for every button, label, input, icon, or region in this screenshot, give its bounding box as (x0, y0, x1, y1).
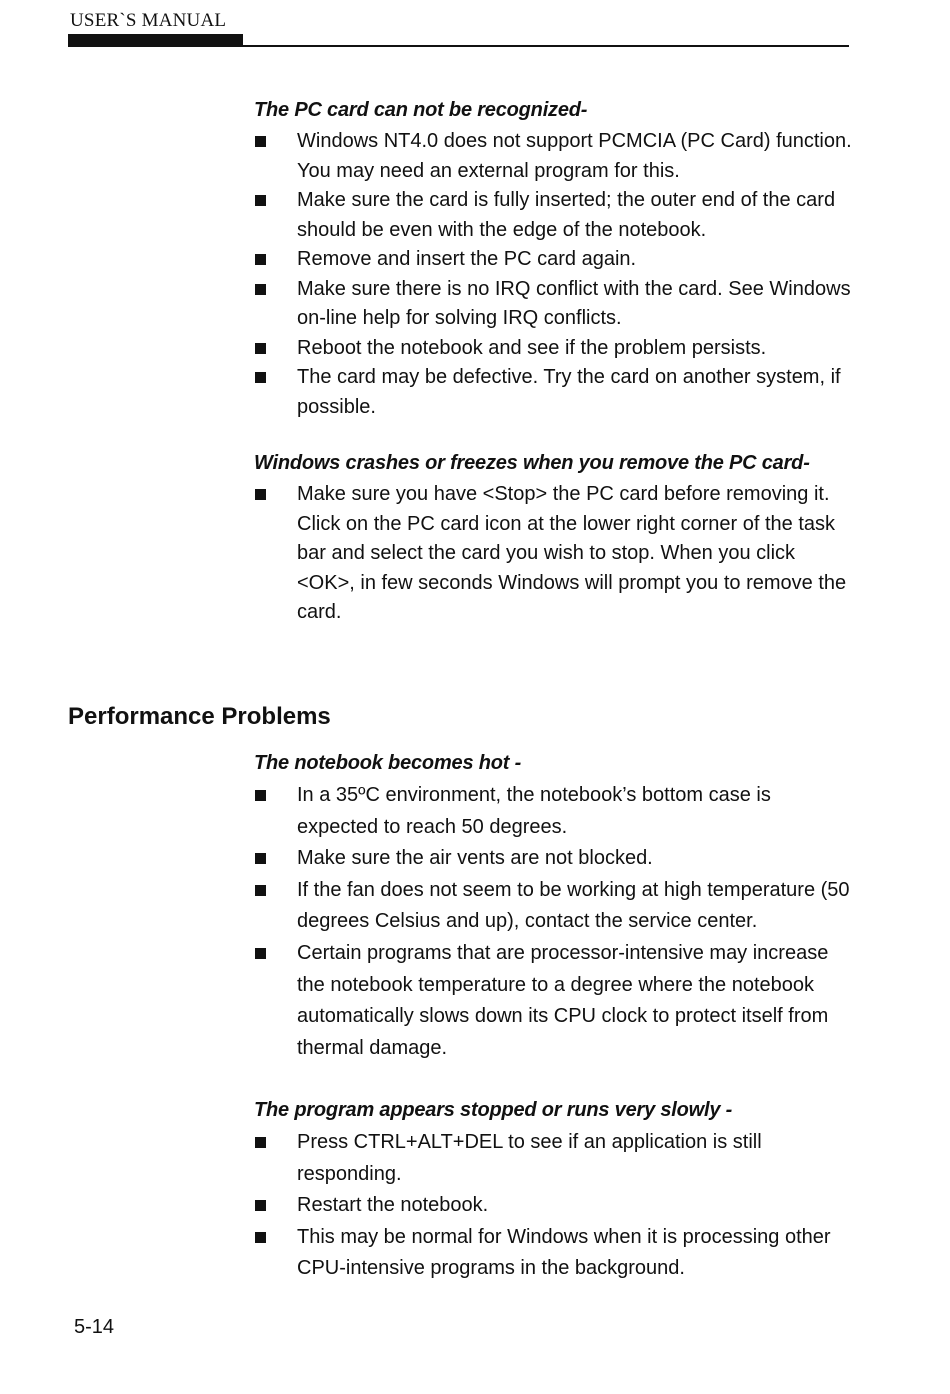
list-item-text: Remove and insert the PC card again. (297, 248, 637, 270)
square-bullet-icon (255, 948, 266, 959)
subhead-windows-crashes: Windows crashes or freezes when you remove the PC card- (254, 452, 810, 474)
square-bullet-icon (255, 195, 266, 206)
list-notebook-hot (254, 780, 854, 1064)
list-item (254, 1222, 854, 1285)
list-item (254, 127, 854, 186)
list-item (254, 938, 854, 1064)
list-item-text: Reboot the notebook and see if the problem persists. (297, 336, 767, 359)
square-bullet-icon (255, 885, 266, 896)
list-item-text: Certain programs that are processor-intensive may increase the notebook temperature to a degree where the notebook automatically slows down its CPU clock to protect itself from thermal damage. (297, 941, 829, 1059)
list-item (254, 363, 854, 422)
list-item-text: This may be normal for Windows when it is processing other CPU-intensive programs in the background. (297, 1225, 831, 1280)
square-bullet-icon (255, 343, 266, 354)
list-item (254, 780, 854, 843)
list-item-text: Make sure there is no IRQ conflict with the card. See Windows on-line help for solving IRQ conflicts. (297, 277, 851, 329)
header-rule-thin (68, 45, 849, 47)
square-bullet-icon (255, 853, 266, 864)
list-item (254, 334, 854, 364)
subhead-notebook-hot: The notebook becomes hot - (254, 752, 522, 774)
square-bullet-icon (255, 1137, 266, 1148)
list-item-text: The card may be defective. Try the card on another system, if possible. (297, 366, 841, 418)
section-heading-performance-problems: Performance Problems (68, 703, 331, 730)
list-item-text: If the fan does not seem to be working at high temperature (50 degrees Celsius and up), contact the service center. (297, 878, 850, 933)
square-bullet-icon (255, 790, 266, 801)
list-item (254, 186, 854, 245)
list-windows-crashes (254, 480, 854, 628)
list-item-text: Make sure the card is fully inserted; the outer end of the card should be even with the edge of the notebook. (297, 189, 836, 241)
list-pc-card-not-recognized (254, 127, 854, 422)
list-item (254, 843, 854, 875)
list-item (254, 245, 854, 275)
square-bullet-icon (255, 284, 266, 295)
square-bullet-icon (255, 489, 266, 500)
subhead-pc-card-not-recognized: The PC card can not be recognized- (254, 99, 588, 121)
list-item-text: Press CTRL+ALT+DEL to see if an application is still responding. (297, 1131, 762, 1185)
list-item (254, 1127, 854, 1190)
list-item-text: In a 35ºC environment, the notebook’s bottom case is expected to reach 50 degrees. (297, 784, 771, 838)
list-item (254, 1190, 854, 1222)
square-bullet-icon (255, 1200, 266, 1211)
square-bullet-icon (255, 372, 266, 383)
list-program-stopped (254, 1127, 854, 1285)
list-item (254, 480, 854, 628)
subhead-program-stopped: The program appears stopped or runs very slowly - (254, 1099, 733, 1121)
list-item-text: Windows NT4.0 does not support PCMCIA (PC Card) function. You may need an external program for this. (297, 130, 852, 182)
list-item (254, 275, 854, 334)
list-item (254, 875, 854, 938)
list-item-text: Restart the notebook. (297, 1194, 489, 1217)
list-item-text: Make sure the air vents are not blocked. (297, 847, 653, 870)
list-item-text: Make sure you have <Stop> the PC card before removing it. Click on the PC card icon at the lower right corner of the task bar and select the card you wish to stop. When you click <OK>, in few seconds Windows will prompt you to remove the card. (297, 483, 847, 623)
square-bullet-icon (255, 1232, 266, 1243)
square-bullet-icon (255, 136, 266, 147)
page-number: 5-14 (74, 1316, 115, 1338)
running-header-title: USER`S MANUAL (70, 10, 227, 31)
square-bullet-icon (255, 254, 266, 265)
